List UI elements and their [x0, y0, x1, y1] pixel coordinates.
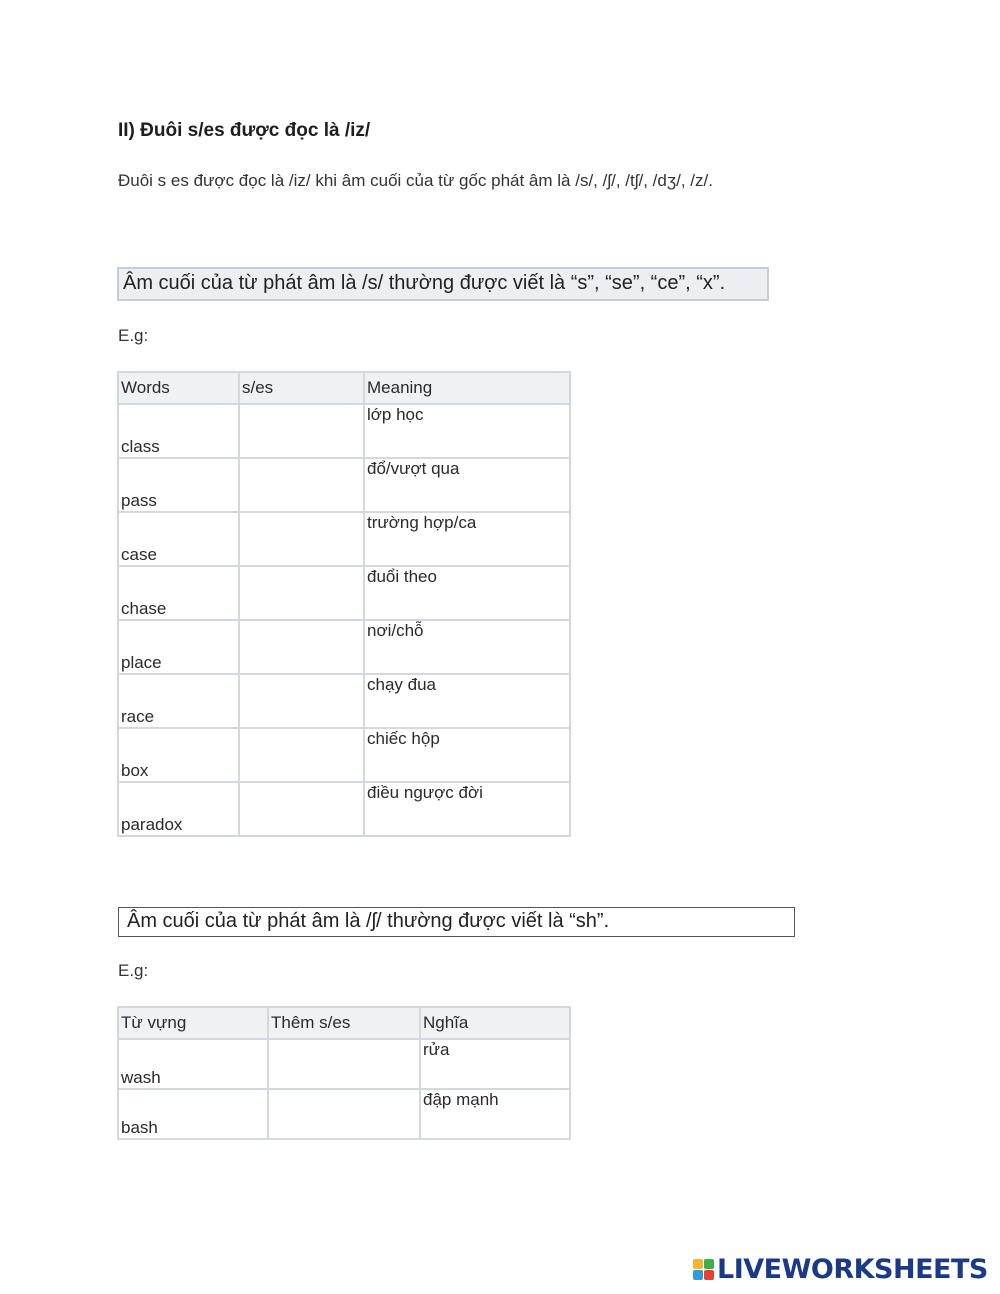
- table-row: [118, 512, 570, 566]
- answer-input-cell[interactable]: [239, 566, 364, 620]
- intro-text: Đuôi s es được đọc là /iz/ khi âm cuối của từ gốc phát âm là /s/, /ʃ/, /tʃ/, /dʒ/, /z/.: [118, 171, 713, 190]
- table-header-row: [118, 372, 570, 404]
- example-label-2: E.g:: [118, 961, 149, 980]
- answer-input-cell[interactable]: [239, 404, 364, 458]
- meaning-cell: điều ngược đời: [364, 782, 570, 836]
- answer-input-cell[interactable]: [239, 728, 364, 782]
- column-header-nghia: Nghĩa: [420, 1007, 570, 1039]
- meaning-cell: đập mạnh: [420, 1089, 570, 1139]
- table-row: [118, 620, 570, 674]
- column-header-ses: s/es: [239, 372, 364, 404]
- meaning-cell: rửa: [420, 1039, 570, 1089]
- column-header-words: Words: [118, 372, 239, 404]
- words-table-sh: [117, 1006, 571, 1140]
- word-cell: paradox: [118, 782, 239, 836]
- logo-tile: [704, 1259, 714, 1269]
- word-cell: chase: [118, 566, 239, 620]
- column-header-them-ses: Thêm s/es: [268, 1007, 420, 1039]
- answer-input-cell[interactable]: [239, 512, 364, 566]
- table-row: [118, 1089, 570, 1139]
- meaning-cell: lớp học: [364, 404, 570, 458]
- table-row: [118, 566, 570, 620]
- section-heading: II) Đuôi s/es được đọc là /iz/: [118, 120, 371, 141]
- table-row: [118, 1039, 570, 1089]
- word-cell: bash: [118, 1089, 268, 1139]
- table-row: [118, 674, 570, 728]
- word-cell: pass: [118, 458, 239, 512]
- meaning-cell: nơi/chỗ: [364, 620, 570, 674]
- logo-tile: [704, 1270, 714, 1280]
- answer-input-cell[interactable]: [268, 1039, 420, 1089]
- meaning-cell: chiếc hộp: [364, 728, 570, 782]
- table-row: [118, 782, 570, 836]
- rule-box-s: Âm cuối của từ phát âm là /s/ thường được viết là “s”, “se”, “ce”, “x”.: [117, 267, 769, 301]
- word-cell: class: [118, 404, 239, 458]
- answer-input-cell[interactable]: [239, 674, 364, 728]
- column-header-tu-vung: Từ vựng: [118, 1007, 268, 1039]
- word-cell: wash: [118, 1039, 268, 1089]
- word-cell: place: [118, 620, 239, 674]
- answer-input-cell[interactable]: [268, 1089, 420, 1139]
- meaning-cell: chạy đua: [364, 674, 570, 728]
- meaning-cell: đuổi theo: [364, 566, 570, 620]
- example-label-1: E.g:: [118, 326, 149, 345]
- table-header-row: [118, 1007, 570, 1039]
- rule-box-sh: Âm cuối của từ phát âm là /ʃ/ thường được viết là “sh”.: [118, 907, 795, 937]
- word-cell: race: [118, 674, 239, 728]
- answer-input-cell[interactable]: [239, 782, 364, 836]
- table-row: [118, 404, 570, 458]
- logo-tile: [693, 1259, 703, 1269]
- answer-input-cell[interactable]: [239, 458, 364, 512]
- logo-tiles-icon: [693, 1259, 714, 1280]
- meaning-cell: trường hợp/ca: [364, 512, 570, 566]
- column-header-meaning: Meaning: [364, 372, 570, 404]
- meaning-cell: đổ/vượt qua: [364, 458, 570, 512]
- liveworksheets-logo[interactable]: [693, 1254, 988, 1284]
- logo-text: LIVEWORKSHEETS: [717, 1253, 988, 1285]
- word-cell: case: [118, 512, 239, 566]
- table-row: [118, 458, 570, 512]
- word-cell: box: [118, 728, 239, 782]
- words-table-s: [117, 371, 571, 837]
- table-row: [118, 728, 570, 782]
- answer-input-cell[interactable]: [239, 620, 364, 674]
- logo-tile: [693, 1270, 703, 1280]
